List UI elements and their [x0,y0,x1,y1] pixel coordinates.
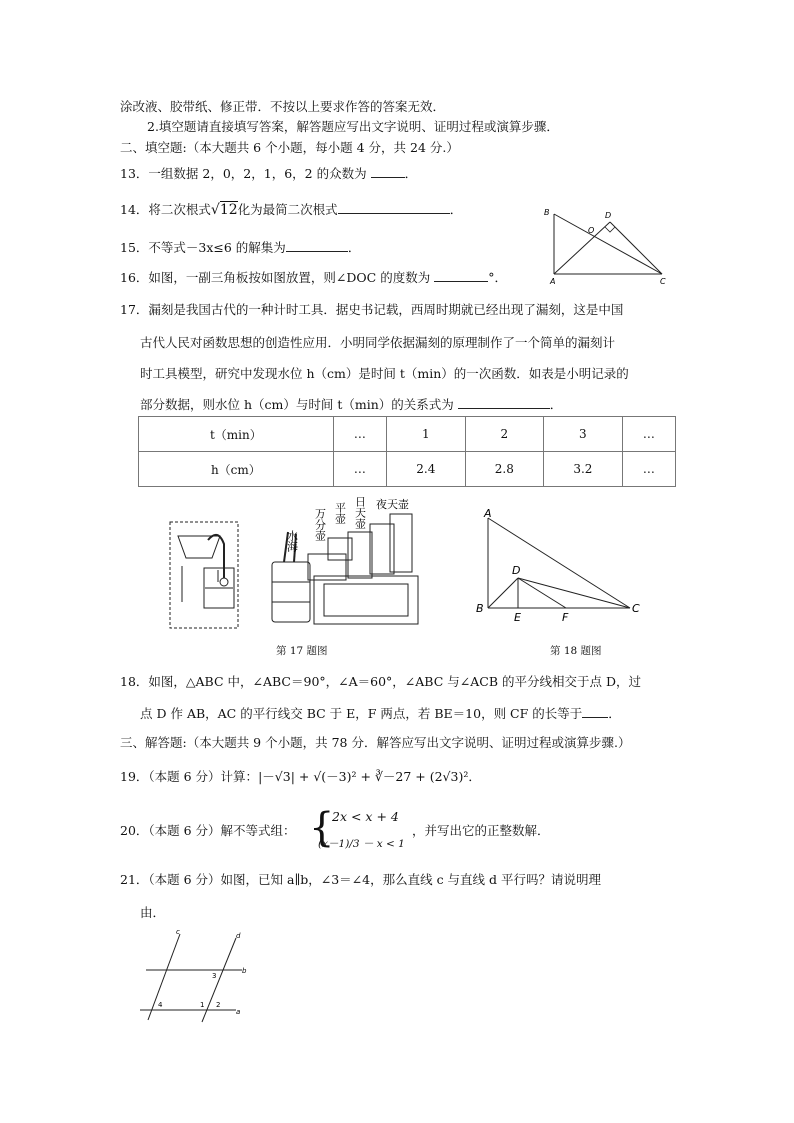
q18-text-2: 点 D 作 AB，AC 的平行线交 BC 于 E，F 两点，若 BE＝10，则 CF 的长等于 [140,706,583,721]
section-3-title: 三、解答题:（本大题共 9 个小题，共 78 分．解答应写出文字说明、证明过程或演算步骤.） [120,735,631,750]
q20-tail: ，并写出它的正整数解． [412,823,550,838]
question-17-line-3: 时工具模型，研究中发现水位 h（cm）是时间 t（min）的一次函数．如表是小明记录的 [140,366,629,381]
data-table [138,416,676,487]
fig18-label-B: B [476,602,484,615]
table-cell: 3.2 [544,452,623,487]
fig21-label-d: d [236,932,241,940]
q14-radicand: 12 [219,202,238,218]
fig21-line-d [202,938,236,1022]
fig21-angle-4: 4 [158,1001,163,1009]
q20-inequality-1: 2x < x + 4 [332,809,399,824]
q18-text-1: 如图，△ABC 中，∠ABC＝90°，∠A＝60°，∠ABC 与∠ACB 的平分线相交于点 D，过 [148,674,641,689]
q16-unit: ° [488,270,495,285]
question-15 [120,238,360,257]
q13-number: 13． [120,166,149,181]
fig17-label-ritianhu: 日天壶 [353,496,367,529]
fig16-segment-DC [610,222,662,274]
q17-text-4: 部分数据，则水位 h（cm）与时间 t（min）的关系式为 [140,397,454,412]
fig17-upper-vessel [178,536,220,558]
table-cell: t（min） [139,417,334,452]
q16-text: 如图，一副三角板按如图放置，则∠DOC 的度数为 [148,270,431,285]
table-cell: 2.4 [387,452,466,487]
fig18-segment-DF [518,578,566,608]
fig18-label-A: A [484,507,492,520]
q14-pre: 将二次根式 [148,202,211,217]
q17-end: ． [549,397,563,412]
figure-17 [168,492,428,632]
q16-number: 16． [120,270,149,285]
figure-18 [474,508,654,628]
question-17-line-4 [140,395,562,414]
fig16-label-D: D [605,211,612,220]
fig18-segment-DC [518,578,630,608]
figure-16 [538,206,678,288]
fig16-segment-BC [554,214,662,274]
q15-answer-blank[interactable] [286,238,348,252]
q20-inequality-2: (x－1)/3 － x < 1 [318,838,405,850]
q17-text-1: 漏刻是我国古代的一种计时工具．据史书记载，西周时期就已经出现了漏刻，这是中国 [148,302,624,317]
q16-end: ． [494,270,507,285]
q14-end: ． [449,202,463,217]
question-17-line-1 [120,301,623,319]
question-18-line-1 [120,673,641,691]
fig21-angle-1: 1 [200,1001,205,1009]
q13-text: 一组数据 2，0，2，1，6，2 的众数为 [148,166,367,181]
fig17-label-yetianhu: 夜天壶 [376,498,409,511]
fig17-label-shuihai: 水海 [285,530,299,552]
fig18-label-F: F [562,611,569,624]
q21-text-1: （本题 6 分）如图，已知 a∥b，∠3＝∠4，那么直线 c 与直线 d 平行吗？请说明理 [148,872,602,887]
q20-brace: { [309,805,335,851]
q13-end: ． [404,166,418,181]
fig17-label-pinghu: 平壶 [333,502,347,524]
q16-answer-blank[interactable] [434,268,488,282]
question-21-line-1 [120,871,601,889]
question-20-lead [120,822,296,840]
fig18-label-D: D [512,564,521,577]
question-18-line-2 [140,704,621,723]
table-cell: … [622,452,675,487]
fig18-segment-BD [488,578,518,608]
q15-end: ． [347,240,361,255]
table-cell: … [622,417,675,452]
q14-sqrt: √12 [210,202,238,218]
fig17-float [220,578,228,586]
question-14 [120,200,462,219]
table-cell: … [333,417,386,452]
q19-lead: （本题 6 分）计算： [148,769,259,784]
fig16-label-C: C [660,277,666,286]
q14-answer-blank[interactable] [338,200,450,214]
q19-number: 19． [120,769,149,784]
fig16-label-A: A [550,277,556,286]
fig17-label-wanfenhu: 万分壶 [313,508,327,541]
fig21-label-c: c [176,928,180,936]
note-line-2: 2.填空题请直接填写答案，解答题应写出文字说明、证明过程或演算步骤． [147,119,559,134]
figure-18-caption: 第 18 题图 [550,645,602,657]
question-21-line-2: 由． [140,905,166,920]
fig21-label-a: a [236,1008,241,1016]
fig18-segment-AC [488,518,630,608]
table-row [139,417,676,452]
table-row [139,452,676,487]
question-16 [120,268,507,287]
question-19 [120,768,481,786]
figure-21 [138,928,256,1024]
table-cell: 1 [387,417,466,452]
q17-number: 17． [120,302,149,317]
fig16-label-O: O [588,226,595,235]
fig17-base-panel [324,584,408,616]
fig21-angle-3: 3 [212,972,217,980]
q20-lead: （本题 6 分）解不等式组： [148,823,296,838]
question-17-line-2: 古代人民对函数思想的创造性应用．小明同学依据漏刻的原理制作了一个简单的漏刻计 [140,335,616,350]
fig17-bucket [272,562,310,622]
fig18-label-E: E [514,611,521,624]
fig18-label-C: C [632,602,640,615]
question-13 [120,164,417,183]
fig17-base [314,576,418,624]
q18-number: 18． [120,674,149,689]
q19-expression: |－√3| + √(－3)² + ∛－27 + (2√3)²． [258,769,481,784]
table-cell: … [333,452,386,487]
table-cell: h（cm） [139,452,334,487]
q15-text: 不等式－3x≤6 的解集为 [148,240,286,255]
q15-number: 15． [120,240,149,255]
q21-number: 21． [120,872,149,887]
q14-post: 化为最简二次根式 [237,202,338,217]
q18-end: ． [608,706,621,721]
fig17-pot-4 [390,514,412,572]
fig17-siphon-tube [208,535,224,578]
table-cell: 3 [544,417,623,452]
q20-number: 20． [120,823,149,838]
q17-answer-blank[interactable] [458,395,550,409]
fig21-angle-2: 2 [216,1001,221,1009]
section-2-title: 二、填空题:（本大题共 6 个小题，每小题 4 分，共 24 分.） [120,140,459,155]
fig21-line-c [148,934,180,1020]
fig16-label-B: B [544,208,550,217]
fig21-label-b: b [242,967,247,975]
q14-number: 14． [120,202,149,217]
note-line-1: 涂改液、胶带纸、修正带．不按以上要求作答的答案无效． [120,99,446,114]
table-cell: 2 [465,417,544,452]
fig16-right-angle-mark [605,227,615,232]
table-cell: 2.8 [465,452,544,487]
figure-17-caption: 第 17 题图 [276,645,328,657]
q13-answer-blank[interactable] [371,164,405,178]
q18-answer-blank[interactable] [582,704,608,718]
